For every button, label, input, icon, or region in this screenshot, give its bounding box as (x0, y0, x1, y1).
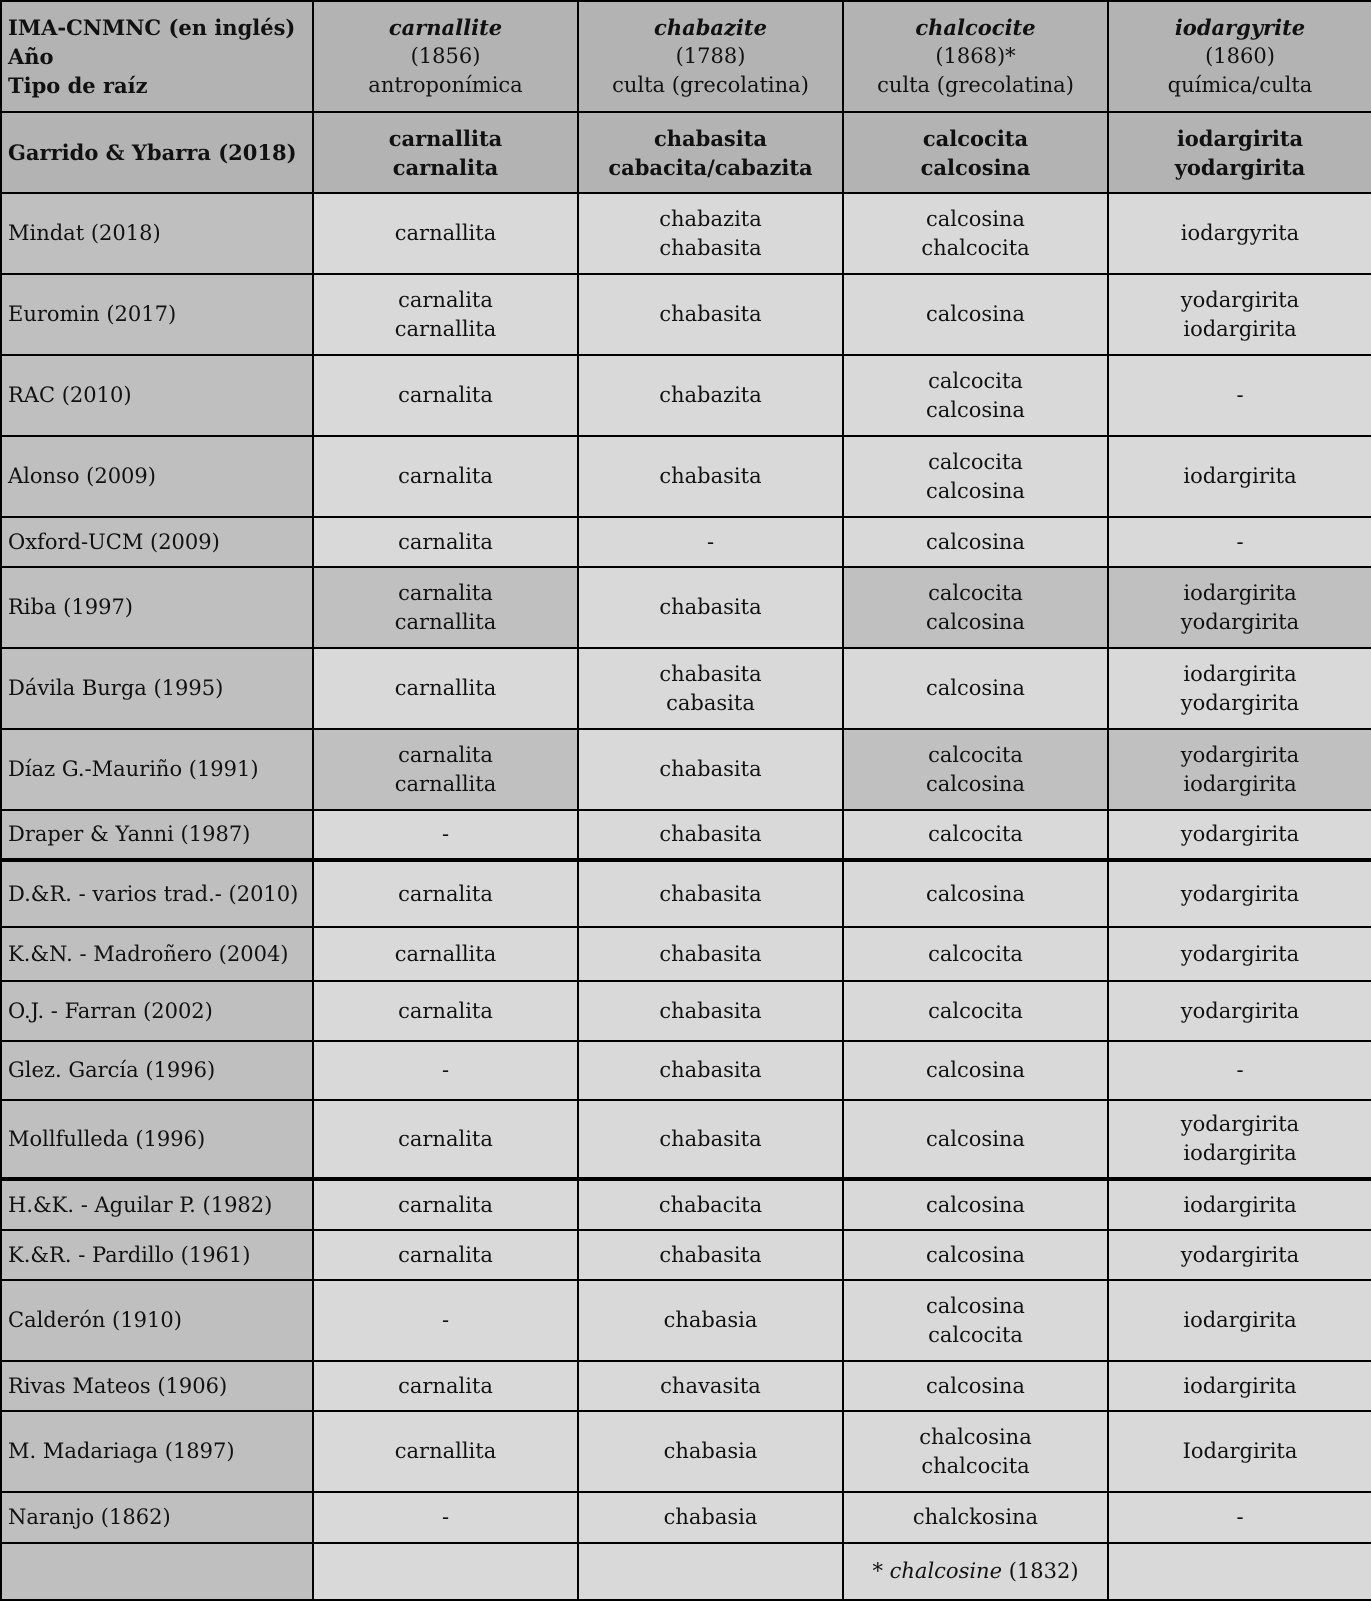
empty-cell (1108, 1543, 1371, 1600)
term-cell (313, 1411, 578, 1492)
term-cell (578, 927, 843, 981)
term-cell (578, 810, 843, 860)
table-row (1, 1230, 1371, 1280)
term-cell (1108, 1100, 1371, 1179)
header-column-chalcocite (843, 1, 1108, 112)
cell-line: chabasita (659, 235, 762, 260)
cell-line: chabasita (659, 661, 762, 686)
term-cell (1108, 1041, 1371, 1100)
cell-line: carnalita (398, 998, 493, 1023)
cell-line: chabasita (659, 822, 762, 846)
term-cell (313, 274, 578, 355)
cell-line: calcosina (926, 1192, 1025, 1217)
cell-line: iodargirita (1183, 771, 1297, 796)
row-source: K.&R. - Pardillo (1961) (1, 1230, 313, 1280)
table-body (1, 193, 1371, 1543)
cell-line: iodargirita (1183, 464, 1297, 488)
cell-line: chabazita (659, 383, 762, 407)
header-column-carnallite (313, 1, 578, 112)
table-row (1, 567, 1371, 648)
reference-cell (1108, 112, 1371, 193)
footnote-row (1, 1543, 1371, 1600)
term-cell (843, 355, 1108, 436)
cell-line: iodargirita (1183, 1308, 1297, 1332)
mineral-year: (1868)* (935, 44, 1016, 68)
term-cell (1108, 567, 1371, 648)
header-column-iodargyrite (1108, 1, 1371, 112)
mineral-year: (1788) (675, 44, 746, 68)
cell-line: carnallita (394, 1439, 497, 1463)
cell-line: carnallita (388, 125, 503, 151)
cell-line: calcosina (926, 676, 1025, 700)
footnote-prefix: * (872, 1559, 890, 1583)
table-row (1, 1492, 1371, 1543)
cell-line: calcocita (922, 125, 1029, 151)
term-cell (313, 1230, 578, 1280)
row-source: Dávila Burga (1995) (1, 648, 313, 729)
cell-line: yodargirita (1180, 1242, 1300, 1267)
cell-line: calcosina (926, 1242, 1025, 1267)
term-cell (313, 860, 578, 927)
reference-cell (843, 112, 1108, 193)
cell-line: chabazita (659, 206, 762, 231)
cell-line: yodargirita (1180, 881, 1300, 906)
term-cell (843, 648, 1108, 729)
footnote-suffix: (1832) (1002, 1559, 1079, 1583)
cell-line: calcosina (926, 206, 1025, 231)
cell-line: carnalita (398, 1192, 493, 1217)
cell-line: chabasita (659, 881, 762, 906)
cell-line: iodargirita (1183, 1141, 1297, 1165)
cell-line: calcocita (928, 941, 1023, 966)
header-label-cell (1, 1, 313, 112)
term-cell (1108, 436, 1371, 517)
cell-line: - (441, 1505, 450, 1529)
term-cell (1108, 1230, 1371, 1280)
term-cell (1108, 355, 1371, 436)
row-source: Mollfulleda (1996) (1, 1100, 313, 1179)
row-source: RAC (2010) (1, 355, 313, 436)
term-cell (313, 193, 578, 274)
term-cell (578, 1100, 843, 1179)
cell-line: chabasita (659, 757, 762, 781)
table-row (1, 436, 1371, 517)
cell-line: - (441, 1308, 450, 1332)
header-label-line: Tipo de raíz (8, 73, 148, 98)
term-cell (578, 1280, 843, 1361)
empty-cell (313, 1543, 578, 1600)
term-cell (1108, 729, 1371, 810)
cell-line: chabasita (659, 1242, 762, 1267)
table-row (1, 1100, 1371, 1179)
term-cell (313, 355, 578, 436)
cell-line: calcosina (920, 154, 1031, 180)
cell-line: calcosina (926, 302, 1025, 326)
cell-line: chabasita (659, 464, 762, 488)
cell-line: calcocita (928, 449, 1023, 474)
table-row (1, 810, 1371, 860)
term-cell (843, 810, 1108, 860)
term-cell (843, 193, 1108, 274)
cell-line: chabasita (659, 1058, 762, 1082)
cell-line: carnalita (398, 1373, 493, 1398)
term-cell (843, 927, 1108, 981)
header-label-line: Año (8, 44, 54, 69)
empty-cell (578, 1543, 843, 1600)
cell-line: carnallita (394, 316, 497, 341)
header-label-line: IMA-CNMNC (en inglés) (8, 15, 296, 40)
table-row (1, 355, 1371, 436)
term-cell (578, 436, 843, 517)
cell-line: - (1236, 1058, 1244, 1082)
table-row (1, 927, 1371, 981)
term-cell (313, 981, 578, 1041)
term-cell (313, 1100, 578, 1179)
cell-line: iodargirita (1183, 580, 1297, 605)
cell-line: carnallita (394, 221, 497, 245)
cell-line: yodargirita (1180, 690, 1300, 715)
cell-line: iodargirita (1183, 1373, 1297, 1398)
term-cell (1108, 981, 1371, 1041)
term-cell (578, 981, 843, 1041)
term-cell (313, 517, 578, 567)
cell-line: - (1236, 1505, 1244, 1529)
cell-line: carnalita (392, 154, 499, 180)
mineral-year: (1860) (1205, 44, 1275, 68)
cell-line: - (441, 822, 450, 846)
row-source: Alonso (2009) (1, 436, 313, 517)
term-cell (578, 648, 843, 729)
term-cell (578, 274, 843, 355)
header-row (1, 1, 1371, 112)
term-cell (578, 1230, 843, 1280)
term-cell (843, 860, 1108, 927)
cell-line: yodargirita (1180, 822, 1300, 846)
term-cell (843, 1492, 1108, 1543)
term-cell (313, 927, 578, 981)
cell-line: carnalita (398, 383, 493, 407)
mineral-name: iodargyrite (1174, 15, 1306, 40)
row-source: Oxford-UCM (2009) (1, 517, 313, 567)
cell-line: carnalita (398, 287, 493, 312)
term-cell (1108, 193, 1371, 274)
cell-line: chabasita (659, 595, 762, 619)
term-cell (578, 1361, 843, 1411)
mineral-name: carnallite (388, 15, 503, 40)
term-cell (843, 1230, 1108, 1280)
term-cell (578, 1411, 843, 1492)
cell-line: calcocita (928, 580, 1023, 605)
cell-line: calcocita (928, 742, 1023, 767)
term-cell (313, 1492, 578, 1543)
reference-source: Garrido & Ybarra (2018) (1, 112, 313, 193)
term-cell (843, 1361, 1108, 1411)
cell-line: chabasita (659, 998, 762, 1023)
cell-line: yodargirita (1180, 742, 1300, 767)
cell-line: calcosina (926, 1058, 1025, 1082)
empty-cell (1, 1543, 313, 1600)
cell-line: calcocita (928, 368, 1023, 393)
table-row (1, 1361, 1371, 1411)
term-cell (313, 1280, 578, 1361)
cell-line: chabasita (659, 941, 762, 966)
cell-line: chalcocita (921, 235, 1030, 260)
cell-line: calcocita (928, 998, 1023, 1023)
row-source: Díaz G.-Mauriño (1991) (1, 729, 313, 810)
term-cell (843, 436, 1108, 517)
term-cell (843, 981, 1108, 1041)
cell-line: carnallita (394, 941, 497, 966)
term-cell (843, 567, 1108, 648)
cell-line: calcosina (926, 609, 1025, 634)
cell-line: iodargirita (1176, 125, 1304, 151)
cell-line: calcosina (926, 1126, 1025, 1151)
term-cell (843, 517, 1108, 567)
cell-line: yodargirita (1180, 287, 1300, 312)
term-cell (843, 1280, 1108, 1361)
term-cell (313, 729, 578, 810)
row-source: Mindat (2018) (1, 193, 313, 274)
cell-line: chabasita (659, 1126, 762, 1151)
term-cell (843, 1100, 1108, 1179)
term-cell (1108, 1280, 1371, 1361)
cell-line: chabasita (653, 125, 768, 151)
cell-line: chabacita (658, 1192, 763, 1217)
cell-line: carnallita (394, 771, 497, 796)
cell-line: carnalita (398, 1126, 493, 1151)
reference-cell (578, 112, 843, 193)
row-source: O.J. - Farran (2002) (1, 981, 313, 1041)
term-cell (843, 274, 1108, 355)
term-cell (313, 1041, 578, 1100)
cell-line: carnalita (398, 580, 493, 605)
row-source: Rivas Mateos (1906) (1, 1361, 313, 1411)
row-source: K.&N. - Madroñero (2004) (1, 927, 313, 981)
cell-line: yodargirita (1174, 154, 1306, 180)
cell-line: calcosina (926, 881, 1025, 906)
term-cell (578, 567, 843, 648)
table-row (1, 860, 1371, 927)
cell-line: calcosina (926, 771, 1025, 796)
term-cell (578, 1041, 843, 1100)
cell-line: carnalita (398, 742, 493, 767)
cell-line: iodargirita (1183, 661, 1297, 686)
cell-line: calcocita (928, 822, 1023, 846)
cell-line: chalcocita (921, 1453, 1030, 1478)
table-row (1, 981, 1371, 1041)
table-row (1, 1411, 1371, 1492)
term-cell (843, 729, 1108, 810)
cell-line: iodargirita (1183, 1192, 1297, 1217)
cell-line: - (1236, 529, 1244, 554)
cell-line: calcosina (926, 478, 1025, 503)
term-cell (1108, 517, 1371, 567)
row-source: D.&R. - varios trad.- (2010) (1, 860, 313, 927)
term-cell (313, 648, 578, 729)
cell-line: chalcosina (919, 1424, 1032, 1449)
footnote-cell (843, 1543, 1108, 1600)
table-row (1, 1280, 1371, 1361)
term-cell (843, 1179, 1108, 1230)
mineral-root-type: culta (grecolatina) (877, 73, 1074, 97)
row-source: M. Madariaga (1897) (1, 1411, 313, 1492)
table-row (1, 274, 1371, 355)
cell-line: calcosina (926, 1373, 1025, 1398)
term-cell (313, 1361, 578, 1411)
term-cell (843, 1041, 1108, 1100)
cell-line: yodargirita (1180, 941, 1300, 966)
term-cell (1108, 810, 1371, 860)
term-cell (1108, 860, 1371, 927)
cell-line: chabasita (659, 302, 762, 326)
cell-line: yodargirita (1180, 609, 1300, 634)
cell-line: - (1236, 383, 1244, 407)
term-cell (1108, 927, 1371, 981)
cell-line: - (441, 1058, 450, 1082)
row-source: Glez. García (1996) (1, 1041, 313, 1100)
term-cell (843, 1411, 1108, 1492)
table-row (1, 729, 1371, 810)
term-cell (1108, 1361, 1371, 1411)
cell-line: calcosina (926, 529, 1025, 554)
term-cell (578, 517, 843, 567)
term-cell (578, 860, 843, 927)
cell-line: calcocita (928, 1322, 1023, 1347)
cell-line: iodargirita (1183, 316, 1297, 341)
cell-line: yodargirita (1180, 1112, 1300, 1136)
header-column-chabazite (578, 1, 843, 112)
footnote-term: chalcosine (889, 1559, 1003, 1583)
reference-row (1, 112, 1371, 193)
cell-line: - (706, 529, 715, 554)
term-cell (578, 355, 843, 436)
row-source: Riba (1997) (1, 567, 313, 648)
cell-line: chavasita (660, 1373, 761, 1398)
cell-line: yodargirita (1180, 998, 1300, 1023)
term-cell (578, 729, 843, 810)
term-cell (578, 1492, 843, 1543)
term-cell (1108, 648, 1371, 729)
cell-line: cabacita/cabazita (608, 154, 813, 180)
cell-line: chabasia (663, 1308, 758, 1332)
term-cell (313, 1179, 578, 1230)
term-cell (578, 193, 843, 274)
cell-line: calcosina (926, 397, 1025, 422)
cell-line: iodargyrita (1180, 221, 1300, 245)
cell-line: carnalita (398, 529, 493, 554)
term-cell (313, 567, 578, 648)
cell-line: carnalita (398, 1242, 493, 1267)
cell-line: carnallita (394, 609, 497, 634)
term-cell (1108, 1179, 1371, 1230)
mineral-name: chabazite (654, 15, 767, 40)
row-source: Calderón (1910) (1, 1280, 313, 1361)
cell-line: carnalita (398, 464, 493, 488)
row-source: Draper & Yanni (1987) (1, 810, 313, 860)
cell-line: chabasia (663, 1505, 758, 1529)
cell-line: carnalita (398, 881, 493, 906)
term-cell (313, 436, 578, 517)
term-cell (1108, 1492, 1371, 1543)
mineral-root-type: culta (grecolatina) (612, 73, 809, 97)
row-source: Euromin (2017) (1, 274, 313, 355)
table-row (1, 193, 1371, 274)
mineral-name: chalcocite (915, 15, 1036, 40)
cell-line: carnallita (394, 676, 497, 700)
cell-line: cabasita (666, 690, 755, 715)
mineral-root-type: química/culta (1167, 73, 1313, 97)
table-row (1, 517, 1371, 567)
cell-line: chabasia (663, 1439, 758, 1463)
table-row (1, 1041, 1371, 1100)
table-row (1, 1179, 1371, 1230)
reference-cell (313, 112, 578, 193)
row-source: Naranjo (1862) (1, 1492, 313, 1543)
cell-line: calcosina (926, 1293, 1025, 1318)
term-cell (313, 810, 578, 860)
term-cell (1108, 274, 1371, 355)
term-cell (578, 1179, 843, 1230)
mineral-year: (1856) (410, 44, 481, 68)
row-source: H.&K. - Aguilar P. (1982) (1, 1179, 313, 1230)
table-row (1, 648, 1371, 729)
mineral-root-type: antroponímica (368, 73, 523, 97)
cell-line: Iodargirita (1182, 1439, 1298, 1463)
term-cell (1108, 1411, 1371, 1492)
cell-line: chalckosina (912, 1505, 1039, 1529)
